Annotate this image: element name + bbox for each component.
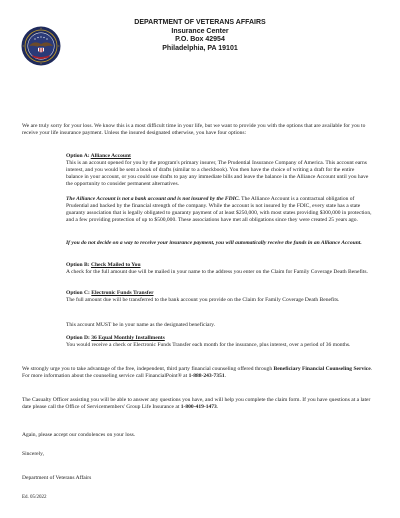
option-c-name: Electronic Funds Transfer <box>91 290 154 296</box>
option-d-prefix: Option D: <box>66 335 92 341</box>
casualty-text-1: The Casualty Officer assisting you will be able to answer any questions you have, and will help you complete the claim form. If you have questions at a later date please call the Office of Servicemembers' Group Life Insurance at <box>22 397 371 411</box>
department-title: DEPARTMENT OF VETERANS AFFAIRS <box>134 19 266 26</box>
alliance-fdic-notice <box>66 196 372 224</box>
edition-date: Ed. 05/2022 <box>22 495 47 500</box>
option-b-body: A check for the full amount due will be mailed in your name to the address you enter on the Claim for Family Coverage Death Benefits. <box>66 269 368 276</box>
option-a-prefix: Option A: <box>66 153 91 159</box>
option-a-body: This is an account opened for you by the program's primary insurer, The Prudential Insurance Company of America. This account earns interest, and you would be sent a book of drafts (similar to a checkbook). You then have the choice of writing a draft for the entire balance in your account, or you could use drafts to pay any immediate bills and leave the balance in the Alliance Account until you have the opportunity to consider permanent alternatives. <box>66 160 369 188</box>
option-d <box>66 335 372 349</box>
sgli-phone: 1-800-419-1473 <box>180 404 217 411</box>
fdic-notice-emphasis: The Alliance Account is not a bank account and is not insured by the FDIC. <box>66 196 240 202</box>
option-b-name: Check Mailed to You <box>90 262 141 268</box>
po-box: P.O. Box 42954 <box>175 36 225 44</box>
option-a <box>66 153 372 188</box>
counseling-text-1: We strongly urge you to take advantage of the free, independent, third party financial counseling offered through <box>22 366 274 372</box>
option-b <box>66 262 372 276</box>
option-c-note: This account MUST be in your name as the designated beneficiary. <box>66 322 216 328</box>
va-seal-icon <box>21 26 61 66</box>
counseling-phone: 1-888-243-7351 <box>188 373 225 380</box>
signature: Department of Veterans Affairs <box>22 475 92 481</box>
option-c-prefix: Option C: <box>66 290 92 296</box>
city-state-zip: Philadelphia, PA 19101 <box>162 44 238 52</box>
option-d-name: 36 Equal Monthly Installments <box>91 335 165 341</box>
closing: Sincerely, <box>22 451 44 457</box>
counseling-service-name: Beneficiary Financial Counseling Service <box>273 366 371 372</box>
casualty-text-2: . <box>216 404 219 411</box>
default-option-note: If you do not decide on a way to receive your insurance payment, you will automatically receive the funds in an Alliance Account. <box>66 240 362 246</box>
intro-paragraph: We are truly sorry for your loss. We know this is a most difficult time in your life, but we want to provide you with the options that are available for you to receive your life insurance payment. Unless the insured designated otherwise, you have four options: <box>22 123 366 137</box>
counseling-paragraph <box>22 366 378 380</box>
option-a-name: Alliance Account <box>90 153 131 159</box>
casualty-officer-paragraph <box>22 397 378 411</box>
option-d-body: You would receive a check or Electronic Funds Transfer each month for the insurance, plus interest, over a period of 36 months. <box>66 342 351 349</box>
fdic-notice-body: The Alliance Account is a contractual obligation of Prudential and backed by the financial strength of the company. While the account is not insured by the FDIC, every state has a state guaranty association that is legally obligated to guaranty payment of at least $250,000, with most states providing $300,000 in protection, and a few providing protection of up to $500,000. These associations have met all obligations since they were created 25 years ago. <box>66 196 372 224</box>
counseling-text-3: . <box>224 373 227 380</box>
option-c-body: The full amount due will be transferred to the bank account you provide on the Claim for Family Coverage Death Benefits. <box>66 297 340 304</box>
counseling-text-2: . For more information about the counseling service call FinancialPoint® at <box>22 366 373 380</box>
condolences: Again, please accept our condolences on your loss. <box>22 432 136 438</box>
letterhead <box>90 19 310 53</box>
office-name: Insurance Center <box>171 27 229 35</box>
option-b-prefix: Option B: <box>66 262 91 268</box>
option-c <box>66 290 372 304</box>
